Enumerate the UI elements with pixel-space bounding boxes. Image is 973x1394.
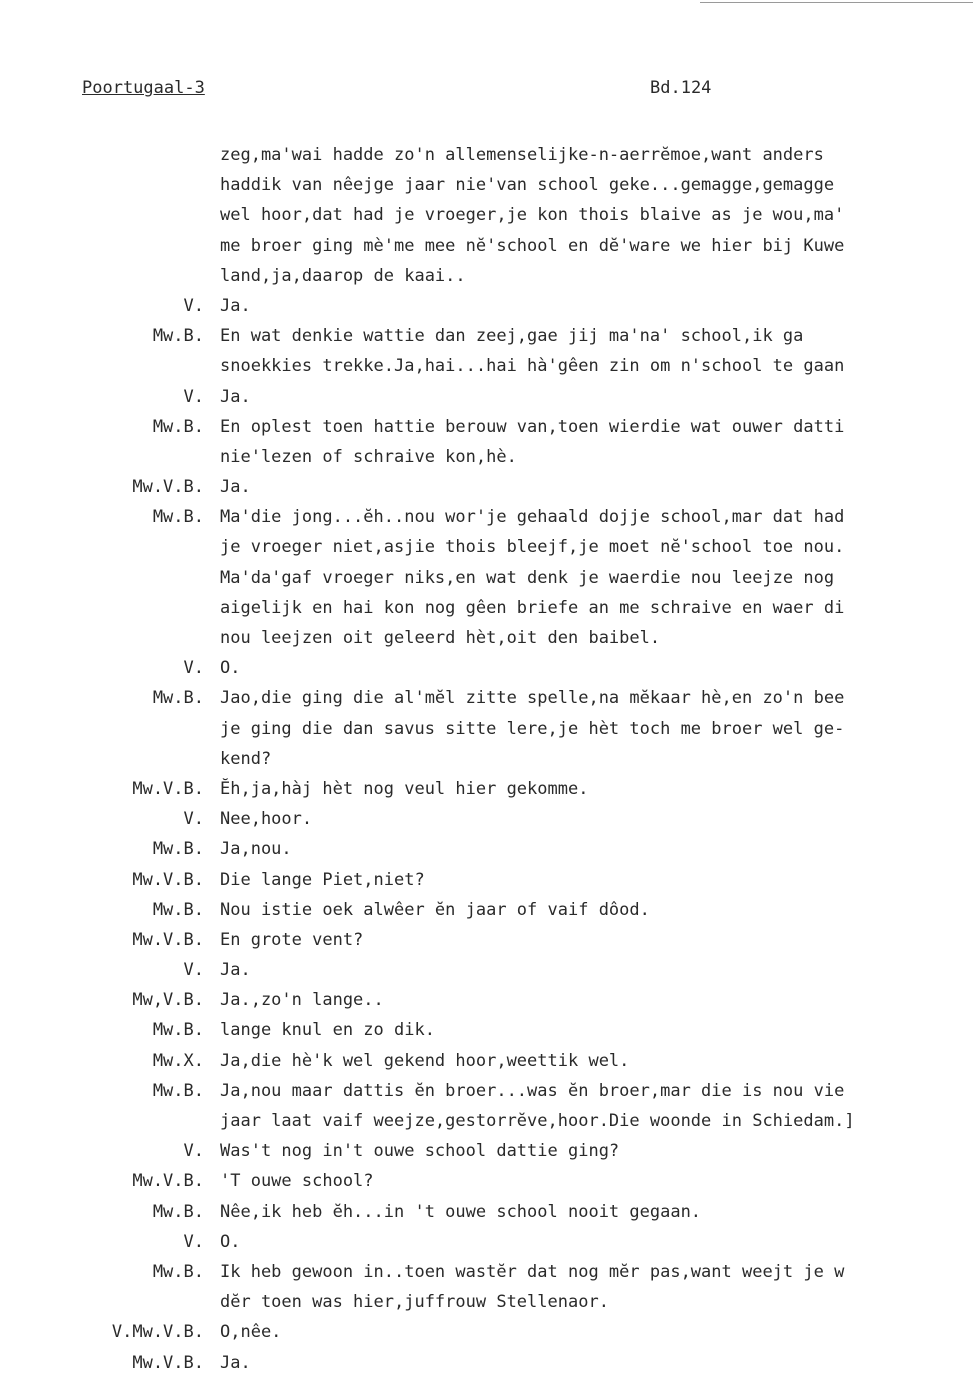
- speaker-label: Mw,V.B.: [132, 990, 204, 1011]
- utterance: [220, 1015, 973, 1045]
- transcript-entry: [0, 925, 973, 955]
- transcript-entry: [0, 1348, 973, 1378]
- speaker-label: V.: [183, 658, 204, 679]
- utterance-line: me broer ging mè'me mee nĕ'school en dĕ'ware we hier bij Kuwe: [220, 235, 845, 256]
- utterance-line: nou leejzen oit geleerd hèt,oit den baibel.: [220, 628, 661, 648]
- transcript-entry: [0, 1076, 973, 1136]
- utterance-line: zeg,ma'wai hadde zo'n allemenselijke-n-aerrĕmoe,want anders: [220, 145, 824, 165]
- utterance-line: land,ja,daarop de kaai..: [220, 265, 466, 286]
- transcript-entry: [0, 382, 973, 412]
- utterance-line: En wat denkie wattie dan zeej,gae jij ma'na' school,ik ga: [220, 326, 804, 347]
- transcript-entry: [0, 1197, 973, 1227]
- utterance-line: O.: [220, 1231, 241, 1252]
- utterance: [220, 291, 973, 321]
- utterance: [220, 985, 973, 1015]
- transcript-entry: [0, 140, 973, 291]
- speaker-label: V.: [183, 1231, 204, 1252]
- transcript-entry: [0, 502, 973, 653]
- utterance: [220, 925, 973, 955]
- utterance-line: Ja.: [220, 477, 251, 498]
- transcript-entry: [0, 321, 973, 381]
- transcript-entry: [0, 1227, 973, 1257]
- speaker-label: Mw.B.: [152, 1080, 204, 1101]
- speaker-label: V.: [183, 295, 204, 316]
- speaker-label: Mw.V.B.: [132, 869, 204, 890]
- utterance-line: O.: [220, 658, 241, 679]
- utterance-line: Ĕh,ja,hàj hèt nog veul hier gekomme.: [220, 778, 589, 799]
- utterance-line: Ja.: [220, 386, 251, 407]
- utterance: [220, 321, 973, 381]
- speaker-label: Mw.B.: [152, 507, 204, 528]
- utterance-line: aigelijk en hai kon nog gêen briefe an me schraive en waer di: [220, 597, 845, 618]
- speaker-label: Mw.B.: [152, 1261, 204, 1282]
- utterance: [220, 472, 973, 502]
- utterance: [220, 955, 973, 985]
- transcript-entry: [0, 865, 973, 895]
- utterance: [220, 1046, 973, 1076]
- utterance-line: Ja.: [220, 295, 251, 316]
- speaker-label: Mw.V.B.: [132, 1171, 204, 1192]
- utterance-line: Was't nog in't ouwe school dattie ging?: [220, 1141, 620, 1162]
- utterance-line: kend?: [220, 748, 272, 769]
- transcript-entry: [0, 1257, 973, 1317]
- utterance-line: je ging die dan savus sitte lere,je hèt toch me broer wel ge-: [220, 718, 845, 739]
- speaker-label: Mw.B.: [152, 839, 204, 860]
- speaker-label: V.: [183, 1141, 204, 1162]
- utterance: [220, 502, 973, 653]
- header-tape-number: Bd.124: [650, 78, 712, 98]
- speaker-label: Mw.B.: [152, 899, 204, 920]
- top-rule: [700, 2, 973, 3]
- transcript-entry: [0, 1317, 973, 1347]
- utterance: [220, 382, 973, 412]
- utterance-line: Ja.: [220, 960, 251, 981]
- utterance-line: Nee,hoor.: [220, 809, 313, 830]
- transcript-entry: [0, 683, 973, 774]
- utterance-line: Ja.: [220, 1352, 251, 1373]
- transcript-entry: [0, 472, 973, 502]
- utterance: [220, 683, 973, 774]
- transcript-entry: [0, 774, 973, 804]
- transcript-entry: [0, 1046, 973, 1076]
- speaker-label: Mw.V.B.: [132, 778, 204, 799]
- utterance-line: je vroeger niet,asjie thois bleejf,je moet nĕ'school toe nou.: [220, 537, 845, 558]
- utterance-line: haddik van nêejge jaar nie'van school geke...gemagge,gemagge: [220, 175, 835, 196]
- utterance-line: Ma'da'gaf vroeger niks,en wat denk je waerdie nou leejze nog: [220, 567, 835, 588]
- utterance-line: Ja,die hè'k wel gekend hoor,weettik wel.: [220, 1050, 630, 1071]
- utterance: [220, 1197, 973, 1227]
- speaker-label: V.: [183, 386, 204, 407]
- utterance-line: Jao,die ging die al'mĕl zitte spelle,na mĕkaar hè,en zo'n bee: [220, 688, 845, 709]
- speaker-label: Mw.B.: [152, 1020, 204, 1041]
- utterance-line: 'T ouwe school?: [220, 1171, 374, 1192]
- speaker-label: V.: [183, 960, 204, 981]
- speaker-label: Mw.B.: [152, 326, 204, 347]
- utterance-line: Die lange Piet,niet?: [220, 869, 425, 890]
- utterance-line: Ja,nou maar dattis ĕn broer...was ĕn broer,mar die is nou vie: [220, 1080, 845, 1101]
- utterance: [220, 412, 973, 472]
- speaker-label: Mw.V.B.: [132, 1352, 204, 1373]
- utterance: [220, 865, 973, 895]
- transcript-entry: [0, 955, 973, 985]
- utterance: [220, 1348, 973, 1378]
- utterance: [220, 1227, 973, 1257]
- transcript-entry: [0, 1166, 973, 1196]
- utterance: [220, 895, 973, 925]
- speaker-label: Mw.B.: [152, 688, 204, 709]
- header-location: [82, 78, 205, 98]
- utterance: [220, 774, 973, 804]
- utterance: [220, 140, 973, 291]
- transcript-entry: [0, 291, 973, 321]
- utterance: [220, 1136, 973, 1166]
- transcript-entry: [0, 895, 973, 925]
- utterance-line: Ma'die jong...ĕh..nou wor'je gehaald dojje school,mar dat had: [220, 507, 845, 528]
- speaker-label: Mw.B.: [152, 416, 204, 437]
- speaker-label: Mw.B.: [152, 1201, 204, 1222]
- utterance-line: lange knul en zo dik.: [220, 1020, 435, 1041]
- utterance-line: Nêe,ik heb ĕh...in 't ouwe school nooit gegaan.: [220, 1201, 702, 1222]
- speaker-label: V.Mw.V.B.: [111, 1322, 204, 1343]
- utterance-line: wel hoor,dat had je vroeger,je kon thois blaive as je wou,ma': [220, 205, 845, 226]
- speaker-label: V.: [183, 809, 204, 830]
- utterance: [220, 1076, 973, 1136]
- transcript-entry: [0, 985, 973, 1015]
- utterance-line: dĕr toen was hier,juffrouw Stellenaor.: [220, 1292, 609, 1313]
- utterance: [220, 1166, 973, 1196]
- utterance-line: nie'lezen of schraive kon,hè.: [220, 446, 517, 467]
- transcript-entry: [0, 1136, 973, 1166]
- utterance-line: En oplest toen hattie berouw van,toen wierdie wat ouwer datti: [220, 416, 845, 437]
- transcript-entry: [0, 804, 973, 834]
- utterance-line: En grote vent?: [220, 929, 364, 950]
- speaker-label: Mw.V.B.: [132, 929, 204, 950]
- utterance: [220, 653, 973, 683]
- utterance: [220, 1257, 973, 1317]
- utterance-line: Nou istie oek alwêer ĕn jaar of vaif dôod.: [220, 899, 650, 920]
- utterance-line: Ja,nou.: [220, 839, 292, 860]
- speaker-label: Mw.V.B.: [132, 477, 204, 498]
- utterance-line: jaar laat vaif weejze,gestorrĕve,hoor.Die woonde in Schiedam.]: [220, 1111, 855, 1131]
- location-label: Poortugaal-3: [82, 78, 205, 98]
- utterance: [220, 804, 973, 834]
- transcript: [0, 140, 973, 1378]
- utterance: [220, 1317, 973, 1347]
- transcript-entry: [0, 1015, 973, 1045]
- transcript-entry: [0, 834, 973, 864]
- speaker-label: Mw.X.: [152, 1050, 204, 1071]
- utterance-line: Ja.,zo'n lange..: [220, 990, 384, 1011]
- transcript-entry: [0, 412, 973, 472]
- utterance-line: Ik heb gewoon in..toen wastĕr dat nog mĕr pas,want weejt je w: [220, 1261, 845, 1282]
- utterance-line: snoekkies trekke.Ja,hai...hai hà'gêen zin om n'school te gaan: [220, 356, 845, 377]
- utterance-line: O,nêe.: [220, 1322, 282, 1343]
- transcript-entry: [0, 653, 973, 683]
- utterance: [220, 834, 973, 864]
